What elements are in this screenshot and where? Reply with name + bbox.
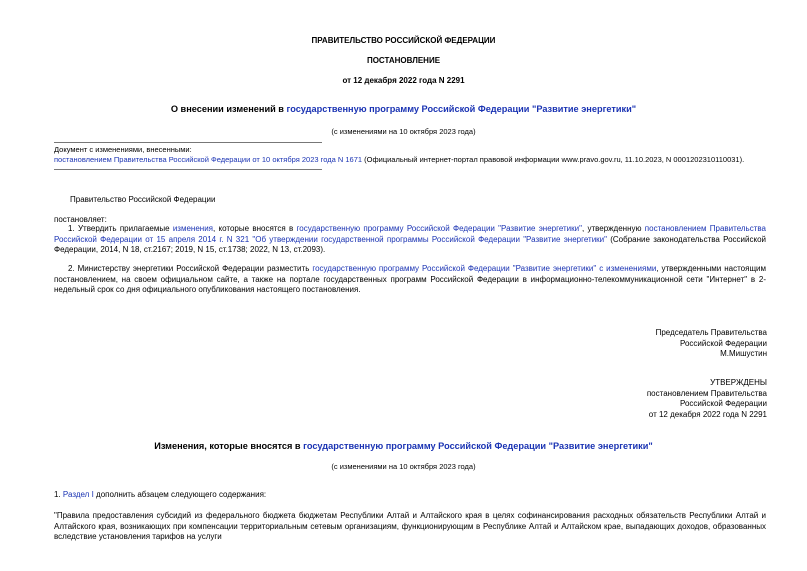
amend-box-intro: Документ с изменениями, внесенными:	[54, 145, 192, 154]
amend-box-top-rule	[54, 142, 322, 143]
changes-link[interactable]: изменения	[172, 224, 213, 233]
item-1	[54, 490, 266, 499]
approved-by: постановлением Правительства	[646, 388, 767, 398]
amend-box-line	[54, 155, 794, 164]
program-with-changes-link[interactable]: государственную программу Российской Федерации "Развитие энергетики" с изменениями	[312, 264, 657, 273]
government-line: Правительство Российской Федерации	[70, 195, 216, 204]
p1-text-d: (Собрание законодательства Российской Федерации, 2014, N 18, ст.2167; 2019, N 15, ст.1738; 2022, N 13, ст.2093).	[54, 234, 766, 254]
changes-title-prefix: Изменения, которые вносятся в	[154, 441, 304, 451]
quoted-rules-paragraph: "Правила предоставления субсидий из федерального бюджета бюджетам Республики Алтай и Алтайского края в целях софинансирования расходных обязательств Республики Алтай и Алтайского края, возникающих при компенсации территориальным сетевым организациям, функционирующим в Республике Алтай и Алтайском крае, выпадающих доходов, образованных вследствие установления тарифов на услуги	[54, 511, 766, 541]
amend-source: (Официальный интернет-портал правовой информации www.pravo.gov.ru, 11.10.2023, N 0001202310110031).	[362, 155, 745, 164]
header-doc-type: ПОСТАНОВЛЕНИЕ	[366, 56, 441, 65]
p2-text-a: 2. Министерству энергетики Российской Федерации разместить	[68, 264, 313, 273]
p1-text-a: 1. Утвердить прилагаемые	[68, 224, 173, 233]
approved-country: Российской Федерации	[680, 399, 767, 408]
program-link[interactable]: государственную программу Российской Федерации "Развитие энергетики"	[296, 224, 582, 233]
signature-position: Председатель Правительства	[655, 328, 767, 337]
document-title	[0, 104, 807, 114]
header-org: ПРАВИТЕЛЬСТВО РОССИЙСКОЙ ФЕДЕРАЦИИ	[311, 36, 496, 45]
changes-title	[0, 441, 807, 451]
title-program-link[interactable]: государственную программу Российской Федерации "Развитие энергетики"	[286, 104, 637, 114]
approved-heading: УТВЕРЖДЕНЫ	[710, 378, 767, 387]
paragraph-2	[54, 264, 766, 296]
paragraph-1	[54, 224, 766, 256]
item1-number: 1.	[54, 490, 63, 499]
signature-name: М.Мишустин	[720, 349, 767, 358]
amend-box-bottom-rule	[54, 169, 322, 170]
decrees-line: постановляет:	[54, 215, 107, 224]
p1-text-c: , утвержденную	[581, 224, 645, 233]
section-1-link[interactable]: Раздел I	[62, 490, 94, 499]
approved-block	[560, 378, 767, 420]
header-date-number: от 12 декабря 2022 года N 2291	[342, 76, 465, 85]
revision-note: (с изменениями на 10 октября 2023 года)	[331, 127, 476, 136]
p2-text-b: , утвержденными настоящим постановлением, на своем официальном сайте, а также на портале государственных программ Российской Федерации в информационно-телекоммуникационной сети "Интернет" в 2-недельный срок со дня официального опубликования настоящего постановления.	[54, 264, 767, 294]
p1-text-b: , которые вносятся в	[213, 224, 297, 233]
amend-decree-link[interactable]: постановлением Правительства Российской Федерации от 10 октября 2023 года N 1671	[54, 155, 363, 164]
signature-block	[560, 328, 767, 360]
title-prefix: О внесении изменений в	[170, 104, 287, 114]
approved-date: от 12 декабря 2022 года N 2291	[648, 409, 767, 419]
item1-text: дополнить абзацем следующего содержания:	[93, 490, 267, 499]
decree-321-link[interactable]: постановлением Правительства Российской Федерации от 15 апреля 2014 г. N 321 "Об утверждении государственной программы Российской Федерации "Развитие энергетики"	[54, 224, 766, 244]
changes-revision-note: (с изменениями на 10 октября 2023 года)	[331, 462, 476, 471]
changes-title-program-link[interactable]: государственную программу Российской Федерации "Развитие энергетики"	[303, 441, 653, 451]
signature-country: Российской Федерации	[680, 338, 767, 348]
